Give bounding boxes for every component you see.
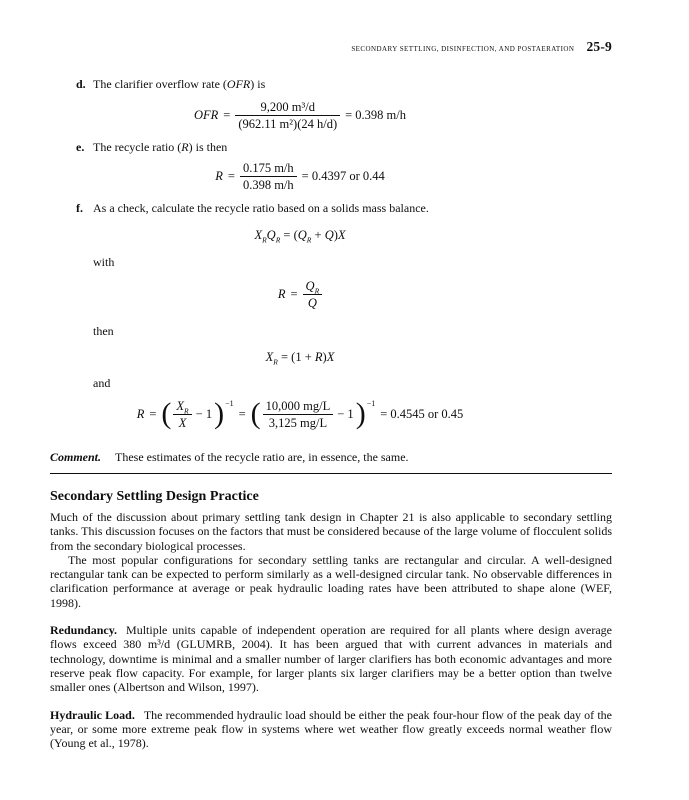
text-fragment: = ( [280, 228, 298, 243]
var-q: Q [305, 278, 315, 293]
equals-sign: = [290, 287, 298, 302]
var-x: X [326, 350, 335, 365]
comment-block [50, 450, 612, 464]
list-item-f-text: As a check, calculate the recycle ratio based on a solids mass balance. [93, 200, 429, 215]
var-x: X [265, 350, 274, 365]
list-item-e-text [93, 140, 612, 154]
list-item-e [76, 140, 612, 154]
comment-label: Comment. [50, 449, 102, 464]
subscript-r: R [184, 406, 189, 416]
equals-sign: = [149, 407, 157, 422]
connector-then: then [93, 323, 114, 338]
section-divider [50, 473, 612, 474]
text-fragment: ) [322, 350, 327, 365]
equation-mass-balance [50, 228, 550, 245]
equation-lhs: R [136, 407, 145, 422]
text-fragment: The recycle ratio ( [93, 139, 182, 154]
hydraulic-load-text: The recommended hydraulic load should be either the peak four-hour flow of the peak day of the year, or some more extreme peak flow in systems where wet weather flow greatly exceeds normal weather flow (Young et al., 1978). [50, 707, 612, 751]
exponent-negative-one: −1 [225, 398, 234, 408]
equals-sign: = [238, 407, 246, 422]
var-q: Q [307, 295, 317, 310]
subscript-r: R [275, 235, 281, 245]
fraction-numerator [173, 399, 191, 414]
subscript-r: R [314, 286, 320, 296]
var-r: R [314, 350, 323, 365]
close-paren: ) [214, 397, 225, 431]
list-item-f [76, 201, 612, 215]
var-x: X [178, 415, 187, 430]
close-paren: ) [355, 397, 366, 431]
text-fragment: ) [333, 228, 338, 243]
open-paren: ( [161, 397, 172, 431]
equation-lhs: R [277, 287, 286, 302]
var-q: Q [266, 228, 276, 243]
section-heading: Secondary Settling Design Practice [50, 488, 259, 504]
redundancy-text: Multiple units capable of independent operation are required for all plants where design average flows exceed 380 m³/d (GLUMRB, 2004). It has been argued that with current advances in materials and technology, downtime is minimal and a smaller number of larger clarifiers has both economic advantages and more reserve peak flow capacity. For example, for larger plants six larger clarifiers may be a better option than twelve smaller ones (Albertson and Wilson, 1997). [50, 623, 612, 695]
fraction-numerator: 10,000 mg/L [265, 398, 331, 413]
redundancy-label: Redundancy. [50, 623, 118, 638]
var-r: R [181, 139, 189, 154]
equation-xr [50, 350, 550, 367]
var-x: X [254, 228, 263, 243]
var-q: Q [324, 228, 334, 243]
minus-one: − 1 [337, 407, 354, 422]
exponent-negative-one: −1 [366, 398, 376, 408]
open-paren: ( [250, 397, 261, 431]
equation-ofr [50, 100, 550, 131]
connector-and: and [93, 376, 111, 391]
hydraulic-load-label: Hydraulic Load. [50, 707, 135, 722]
fraction [240, 161, 297, 192]
fraction-denominator: 0.398 m/h [240, 176, 297, 192]
paragraph-design-practice-1: Much of the discussion about primary settling tank design in Chapter 21 is also applicable to secondary settling tanks. This discussion focuses on the factors that must be considered because of the large volume of flocculent solids from the secondary biological processes. [50, 509, 612, 553]
fraction [303, 279, 323, 310]
fraction-numerator [303, 279, 323, 294]
equation-lhs: R [215, 169, 223, 184]
connector-with: with [93, 255, 115, 270]
fraction-denominator: (962.11 m²)(24 h/d) [235, 115, 340, 131]
list-item-d-label: d. [76, 77, 86, 92]
fraction-denominator [173, 414, 191, 430]
subscript-r: R [306, 235, 312, 245]
var-q: Q [297, 228, 307, 243]
running-header [50, 40, 612, 56]
equals-sign: = [223, 107, 231, 122]
comment-text: These estimates of the recycle ratio are, in essence, the same. [115, 449, 409, 464]
paragraph-hydraulic-load [50, 708, 612, 751]
var-ofr: OFR [226, 77, 251, 92]
subscript-r: R [262, 235, 267, 245]
minus-one: − 1 [195, 407, 213, 422]
fraction [235, 100, 340, 131]
text-fragment: The clarifier overflow rate ( [93, 77, 227, 92]
text-fragment: ) is [250, 77, 266, 92]
list-item-d [76, 77, 612, 91]
fraction-numerator: 9,200 m³/d [260, 99, 315, 114]
equation-result: = 0.4397 or 0.44 [301, 169, 385, 184]
equation-result: = 0.4545 or 0.45 [380, 407, 464, 422]
equals-sign: = [227, 169, 235, 184]
list-item-d-text [93, 77, 612, 91]
fraction-numerator: 0.175 m/h [242, 160, 294, 175]
paren-group [161, 399, 224, 430]
text-fragment: + [311, 228, 325, 243]
fraction-denominator: 3,125 mg/L [263, 414, 334, 430]
equation-result: = 0.398 m/h [345, 107, 406, 122]
fraction-denominator [303, 294, 323, 310]
paragraph-redundancy [50, 623, 612, 694]
list-item-f-label: f. [76, 200, 83, 215]
list-item-e-label: e. [76, 139, 85, 154]
var-x: X [176, 398, 185, 413]
fraction [263, 399, 334, 430]
paren-group [251, 399, 366, 430]
equation-r-equals-qr-over-q [50, 279, 550, 310]
fraction [173, 399, 191, 430]
text-fragment: ) is then [188, 139, 228, 154]
subscript-r: R [273, 357, 278, 367]
equation-recycle-ratio [50, 161, 550, 192]
var-x: X [337, 228, 346, 243]
equation-final-recycle [50, 399, 550, 430]
equation-lhs: OFR [193, 107, 219, 122]
page-number: 25-9 [586, 39, 612, 54]
text-fragment: = (1 + [277, 350, 315, 365]
running-head-title: SECONDARY SETTLING, DISINFECTION, AND POSTAERATION [351, 45, 575, 53]
paragraph-design-practice-2: The most popular configurations for secondary settling tanks are rectangular and circular. A well-designed rectangular tank can be expected to perform similarly as a well-designed circular tank. No observable differences in clarification performance at average or peak hydraulic loading rates have been attributed to shape alone (WEF, 1998). [50, 552, 612, 610]
